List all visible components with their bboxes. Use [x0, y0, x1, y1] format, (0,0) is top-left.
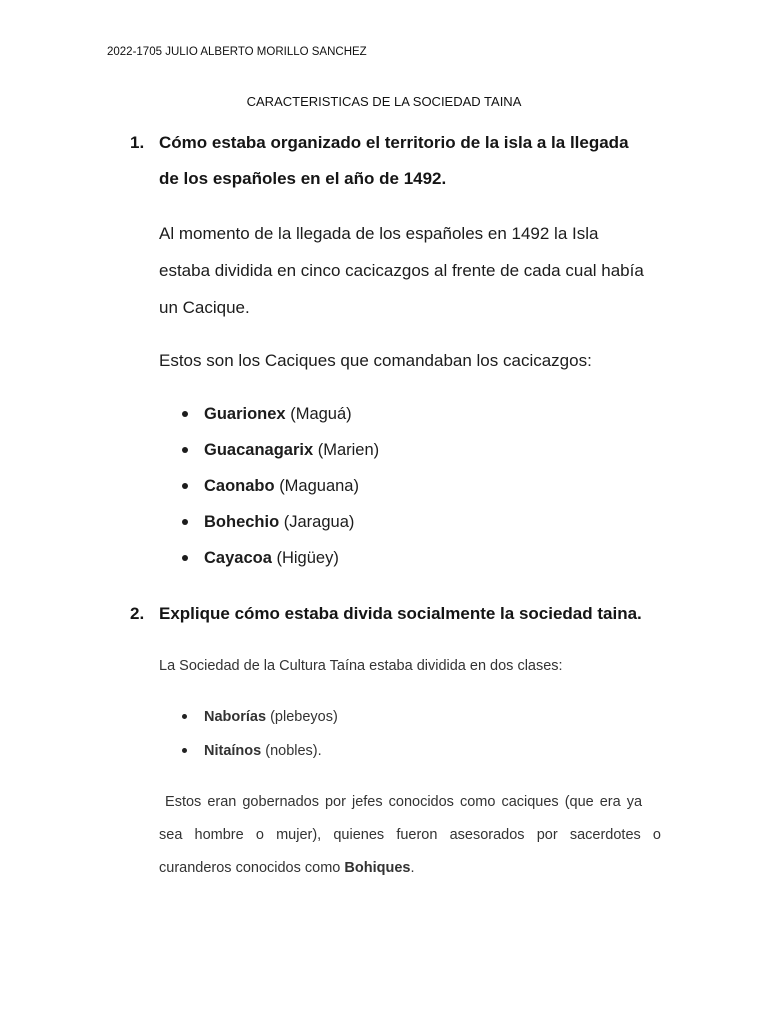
question-2-text: Explique cómo estaba divida socialmente la sociedad taina. [159, 604, 642, 623]
bullet-icon [182, 748, 187, 753]
question-2-number: 2. [130, 604, 145, 623]
class-desc: (plebeyos) [270, 709, 338, 725]
list-item [159, 504, 639, 540]
cacique-name: Guarionex [204, 405, 286, 423]
cacique-region: (Higüey) [276, 549, 339, 567]
caciques-list [159, 396, 639, 576]
answer-1-paragraph [159, 215, 659, 326]
classes-intro: La Sociedad de la Cultura Taína estaba dividida en dos clases: [159, 658, 563, 674]
class-desc: (nobles). [265, 743, 322, 759]
cacique-region: (Maguá) [290, 405, 352, 423]
classes-list [159, 700, 559, 768]
bullet-icon [182, 714, 187, 719]
question-1-line-2: de los españoles en el año de 1492. [159, 169, 447, 188]
bullet-icon [182, 447, 188, 453]
class-name: Naborías [204, 709, 267, 725]
document-title: CARACTERISTICAS DE LA SOCIEDAD TAINA [246, 94, 522, 109]
list-item [159, 432, 639, 468]
closing-line-3 [159, 852, 661, 885]
class-name: Nitaínos [204, 743, 262, 759]
cacique-name: Caonabo [204, 477, 275, 495]
answer-1-line-2: estaba dividida en cinco cacicazgos al frente de cada cual había [159, 261, 644, 280]
list-item [159, 540, 639, 576]
closing-line-3-period: . [410, 860, 415, 876]
list-item [159, 468, 639, 504]
answer-1-line-3: un Cacique. [159, 298, 250, 317]
list-item [159, 396, 639, 432]
list-item [159, 700, 559, 734]
question-2 [130, 596, 670, 632]
question-1-number: 1. [130, 133, 145, 152]
question-1 [130, 125, 670, 197]
list-item [159, 734, 559, 768]
cacique-region: (Jaragua) [283, 513, 355, 531]
question-1-line-1: Cómo estaba organizado el territorio de la isla a la llegada [159, 133, 629, 152]
cacique-region: (Marien) [317, 441, 380, 459]
bullet-icon [182, 519, 188, 525]
closing-line-2: sea hombre o mujer), quienes fueron asesorados por sacerdotes o [159, 827, 661, 843]
bullet-icon [182, 411, 188, 417]
bullet-icon [182, 555, 188, 561]
cacique-name: Cayacoa [204, 549, 272, 567]
closing-line-1: Estos eran gobernados por jefes conocidos como caciques (que era ya [159, 794, 643, 810]
bohiques-term: Bohiques [344, 860, 411, 876]
bullet-icon [182, 483, 188, 489]
answer-1-line-1: Al momento de la llegada de los españoles en 1492 la Isla [159, 224, 599, 243]
author-line: 2022-1705 JULIO ALBERTO MORILLO SANCHEZ [107, 46, 367, 58]
caciques-intro: Estos son los Caciques que comandaban los cacicazgos: [159, 351, 592, 370]
cacique-name: Bohechio [204, 513, 280, 531]
cacique-region: (Maguana) [279, 477, 359, 495]
cacique-name: Guacanagarix [204, 441, 314, 459]
closing-paragraph [159, 786, 661, 885]
closing-line-3-text: curanderos conocidos como [159, 860, 345, 876]
